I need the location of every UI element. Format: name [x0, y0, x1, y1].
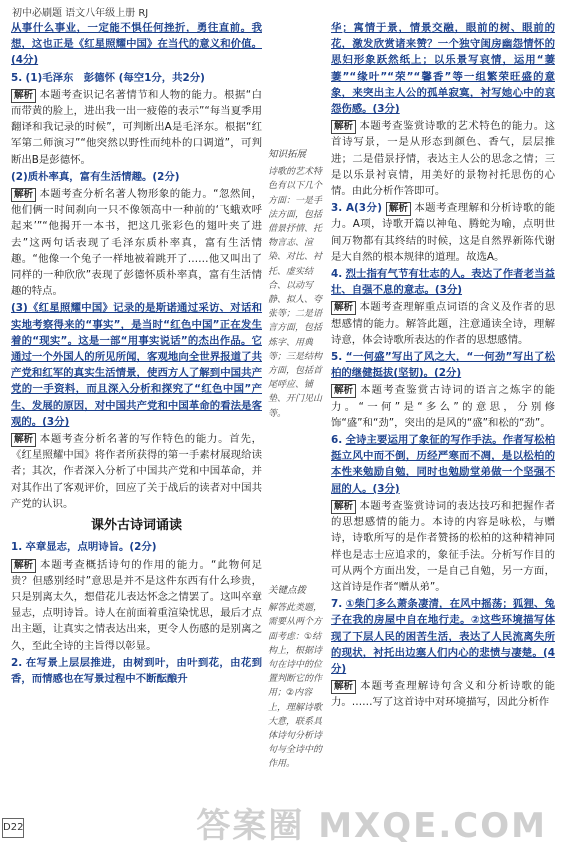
explanation-tag: 解析 [331, 680, 356, 694]
q5r-explanation: 解析 本题考查鉴赏古诗词的语言之炼字的能力。“一何”是“多么”的意思，分别修饰“盛”和“劲”，突出的是风的“盛”和松的“劲”。 [331, 384, 555, 429]
explanation-tag: 解析 [386, 202, 411, 216]
section-title: 课外古诗词诵读 [90, 518, 182, 534]
page-number: D22 [2, 818, 24, 838]
q5-answer-2: (2)质朴率真，富有生活情趣。(2分) [11, 170, 180, 183]
q6-explanation: 解析 本题考查鉴赏诗词的表达技巧和把握作者的思想感情的能力。本诗的内容是咏松，与赠诗，诗歌所写的是作者赞扬的松柏的这种精神同样也是志士应追求的，象征手法。分析写作目的可从两个方面出发，一是自己自勉，另一方面，这首诗是作者“赠从弟”。 [331, 499, 555, 593]
key-tip-note [268, 584, 326, 772]
knowledge-note [268, 148, 326, 421]
q3-number: 3. [331, 202, 343, 215]
explanation-tag: 解析 [331, 384, 356, 398]
key-tip-title: 关键点拨 [268, 585, 307, 596]
q6-number: 6. [331, 434, 343, 447]
q5-number: 5. [11, 71, 23, 84]
q7-answer: ①柴门多么萧条凄清，在风中摇荡；狐狸、兔子在我的房屋中自在地行走。②这些环境描写体现了下层人民的困苦生活，表达了人民流离失所的现状，衬托出边塞人们内心的悲愤与凄楚。(4分) [331, 598, 555, 675]
q5-explanation-3: 解析 本题考查分析名著的写作特色的能力。首先，《红星照耀中国》将作者所获得的第一手素材展现给读者；其次，作者深入分析了中国共产党和中国革命，并对其作出了客观评价，回应了关于战后的读者对中国共产党的认识。 [11, 433, 262, 510]
watermark: 答案圈 MXQE.COM [196, 805, 547, 846]
page-header: 初中必刷题 语文八年级上册 RJ [12, 8, 149, 19]
q4-explanation: 解析 本题考查理解重点词语的含义及作者的思想感情的能力。解答此题，注意通读全诗，理解诗意，体会诗歌所表达的作者的思想感情。 [331, 301, 555, 346]
q5-answer-1: (1)毛泽东 彭德怀 (每空1分，共2分) [25, 71, 205, 84]
key-tip-text: 解答此类题，需要从两个方面考虑：①结构上，根据诗句在诗中的位置判断它的作用；②内容上，理解诗歌大意，联系具体诗句分析诗句与全诗中的作用。 [268, 603, 323, 770]
q3-answer: A(3分) [345, 202, 383, 215]
q5-answer-3: (3)《红星照耀中国》记录的是斯诺通过采访、对话和实地考察得来的“事实”，是当时“红色中国”正在发生着的“现实”。这是一部“用事实说话”的杰出作品。它通过一个外国人的所见所闻，客观地向全世界报道了共产党和红军的真实生活情景，使西方人了解到中国共产党的一手资料，而且深入分析和探究了“红色中国”产生、发展的原因，对中国共产党和中国革命的看法是客观的。(3分) [11, 302, 262, 428]
q1-answer: 卒章显志，点明诗旨。(2分) [25, 541, 157, 554]
q7-explanation: 解析 本题考查理解诗句含义和分析诗歌的能力。……写了这首诗中对环境描写，因此分析作 [331, 680, 555, 709]
q4-answer: 烈士指有气节有壮志的人。表达了作者老当益壮、自强不息的意志。(3分) [331, 268, 555, 297]
knowledge-note-title: 知识拓展 [268, 149, 307, 160]
q2-explanation: 解析 本题考查鉴赏诗歌的艺术特色的能力。这首诗写景，一是从形态到颜色、香气，层层推进；二是借景抒情，表达主人公的思念之情；三是以乐景衬哀情，用美好的景物衬托思伤的心情。由此分析作答即可。 [331, 120, 555, 198]
q2-number: 2. [11, 656, 23, 669]
explanation-tag: 解析 [331, 120, 356, 134]
q5r-answer: “一何盛”写出了风之大，“一何劲”写出了松柏的继健挺拔(坚韧)。(2分) [331, 351, 555, 380]
q5r-number: 5. [331, 351, 343, 364]
q4-number: 4. [331, 268, 343, 281]
explanation-tag: 解析 [11, 89, 36, 103]
right-column [331, 20, 555, 712]
explanation-tag: 解析 [11, 188, 36, 202]
explanation-tag: 解析 [11, 433, 36, 447]
left-column [11, 20, 262, 688]
q5-explanation-2: 解析 本题考查分析名著人物形象的能力。“忽然间，他们俩一时间刹向一只不像领高中一种前的‘飞蛾欢呼起来’”“他揭开一本书，把这几张彩色的翅叶夹了进去”这两句话表现了毛泽东质朴率真，富有生活情趣。“他像一个兔子一样地被着跳开了……他又叫出了同样的一种欣欣”表现了彭德怀质朴率真，富有生活情趣的特点。 [11, 188, 262, 298]
q2-answer-continued: 华；寓情于景，情景交融，眼前的树、眼前的花，激发欣赏诸来赞？一个独守闺房幽怨情怀的思妇形象跃然纸上；以乐景写哀情，运用“萋萋”“缘叶”“荣”“馨香”等一组繁荣旺盛的意象，来突出主人公的孤单寂寞，衬写她心中的哀怨伤感。(3分) [331, 22, 555, 116]
q3-explanation: 本题考查理解和分析诗歌的能力。A项，诗歌开篇以神龟、腾蛇为喻，点明世间万物都有其终结的时候，这是自然界新陈代谢是大自然的根本规律的道理。故选A。 [331, 202, 555, 263]
q5-explanation-1: 解析 本题考查识记名著情节和人物的能力。根据“白而带黄的脸上，进出我一出一疲倦的表示”“每当夏季用翻译和我记录的时候”，可判断出A是毛泽东。根据“红军第二师演习”“他突然以野性而纯朴的口调道”，可判断出B是彭德怀。 [11, 88, 262, 166]
q1-number: 1. [11, 541, 23, 554]
q2-answer: 在写景上层层推进，由树到叶，由叶到花，由花到香，而情感也在写景过程中不断酝酿升 [11, 656, 262, 685]
q6-answer: 全诗主要运用了象征的写作手法。作者写松柏挺立风中而不倒，历经严寒而不凋，是以松柏的本性来勉励自勉，同时也勉励堂弟做一个坚强不屈的人。(3分) [331, 434, 555, 495]
explanation-tag: 解析 [331, 301, 356, 315]
knowledge-note-text: 诗歌的艺术特色有以下几个方面：一是手法方面，包括借景抒情、托物言志、渲染、对比、衬托、虚实结合、以动写静、拟人、夸张等；二是语言方面，包括炼字、用典等；三是结构方面，包括首尾呼应、铺垫、开门见山等。 [268, 167, 323, 419]
q7-number: 7. [331, 598, 343, 611]
q1-explanation: 解析 本题考查概括诗句的作用的能力。“此物何足贵？但感别经时”意思是并不是这件东西有什么珍贵，只是别离太久，想借花儿表达怀念之情罢了。这叫卒章显志，点明诗旨。诗人在前面着重渲染忧思，最后才点出主题，让真实之情表达出来，更令人伤感的是别离之久，至此全诗的主旨得以彰显。 [11, 558, 262, 652]
explanation-tag: 解析 [11, 559, 36, 573]
explanation-tag: 解析 [331, 500, 356, 514]
q4-answer-continued: 从事什么事业，一定能不惧任何挫折，勇往直前。我想，这也正是《红星照耀中国》在当代的意义和价值。(4分) [11, 22, 262, 67]
